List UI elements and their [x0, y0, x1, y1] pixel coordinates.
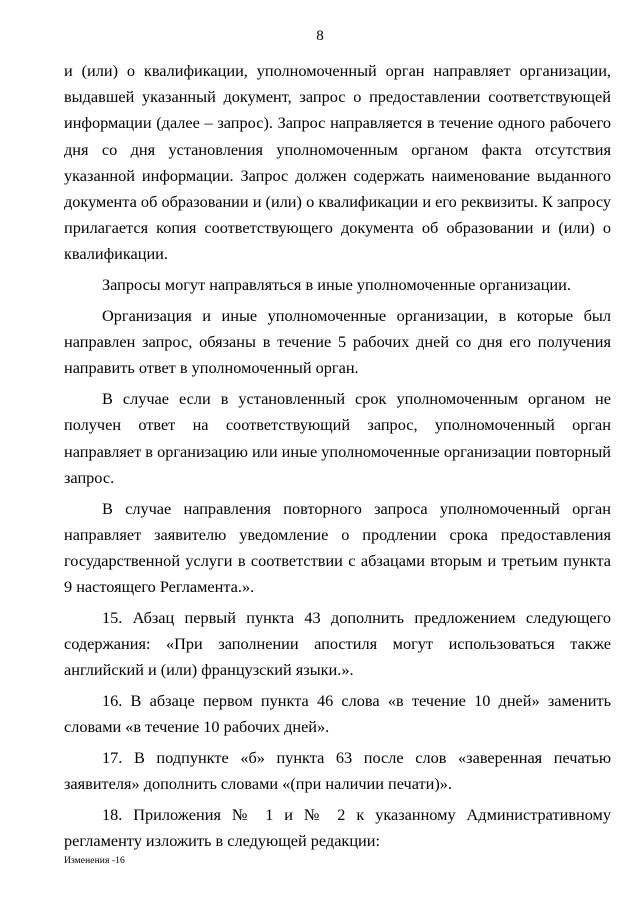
paragraph-repeat-request: В случае если в установленный срок уполномоченным органом не получен ответ на соответствующий запрос, уполномоченный орган направляет в организацию или иные уполномоченные организации повторный запрос.: [64, 389, 611, 487]
page-number: 8: [316, 28, 324, 44]
paragraph-item-17: 17. В подпункте «б» пункта 63 после слов «заверенная печатью заявителя» дополнить словами «(при наличии печати)».: [64, 748, 611, 794]
paragraph-item-18: 18. Приложения № 1 и № 2 к указанному Административному регламенту изложить в следующей редакции:: [64, 805, 611, 851]
paragraph-continuation: и (или) о квалификации, уполномоченный орган направляет организации, выдавшей указанный документ, запрос о предоставлении соответствующей информации (далее – запрос). Запрос направляется в течение одного рабочего дня со дня установления уполномоченным органом факта отсутствия указанной информации. Запрос должен содержать наименование выданного документа об образовании и (или) о квалификации и его реквизиты. К запросу прилагается копия соответствующего документа об образовании и (или) о квалификации.: [64, 61, 611, 264]
paragraph-requests-other-orgs: Запросы могут направляться в иные уполномоченные организации.: [102, 275, 571, 295]
footer-code: Изменения -16: [64, 856, 125, 866]
paragraph-item-16: 16. В абзаце первом пункта 46 слова «в течение 10 дней» заменить словами «в течение 10 рабочих дней».: [64, 691, 611, 737]
paragraph-response-deadline: Организация и иные уполномоченные организации, в которые был направлен запрос, обязаны в течение 5 рабочих дней со дня его получения направить ответ в уполномоченный орган.: [64, 306, 611, 378]
document-body: [64, 58, 611, 859]
paragraph-extension-notice: В случае направления повторного запроса уполномоченный орган направляет заявителю уведомление о продлении срока предоставления государственной услуги в соответствии с абзацами вторым и третьим пункта 9 настоящего Регламента.».: [64, 498, 611, 597]
paragraph-item-15: 15. Абзац первый пункта 43 дополнить предложением следующего содержания: «При заполнении апостиля могут использоваться также английский и (или) французский языки.».: [64, 608, 611, 680]
